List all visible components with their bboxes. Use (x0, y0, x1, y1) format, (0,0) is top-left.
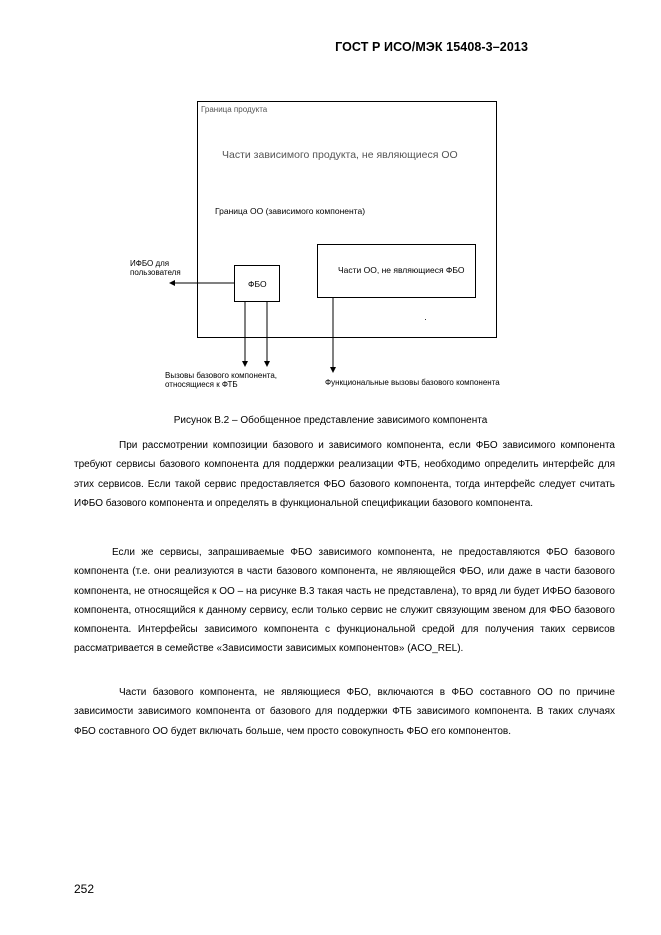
figure-dot (425, 319, 426, 320)
paragraph-2-text: Если же сервисы, запрашиваемые ФБО зависимого компонента, не предоставляются ФБО базового компонента (т.е. они реализуются в части базового компонента, не являющейся ФБО, или даже в части базового компонента, не относящейся к ОО – на рисунке В.3 такая часть не представлена), то вряд ли будет ИФБО базового компонента, относящийся к данному сервису, если только сервис не служит связующим звеном для ФБО базового компонента. Интерфейсы зависимого компонента с функциональной средой для получения таких сервисов рассматривается в семействе «Зависимости зависимых компонентов» (ACO_REL). (74, 547, 615, 655)
functional-calls-label: Функциональные вызовы базового компонента (325, 378, 500, 387)
paragraph-3-text: Части базового компонента, не являющиеся ФБО, включаются в ФБО составного ОО по причине зависимости зависимого компонента от базового для поддержки ФТБ зависимого компонента. В таких случаях ФБО составного ОО будет включать больше, чем просто совокупность ФБО его компонентов. (74, 687, 615, 737)
toe-boundary-label: Граница ОО (зависимого компонента) (215, 206, 366, 216)
tsfi-user-label-2: пользователя (130, 268, 181, 277)
base-calls-label-2: относящиеся к ФТБ (165, 380, 238, 389)
product-boundary-box (198, 102, 497, 338)
tsf-label: ФБО (248, 279, 267, 289)
non-toe-parts-label: Части ОО, не являющиеся ФБО (338, 265, 465, 275)
paragraph-1-text: При рассмотрении композиции базового и зависимого компонента, если ФБО зависимого компонента требуют сервисы базового компонента для поддержки реализации ФТБ, необходимо определить интерфейс для этих сервисов. Если такой сервис предоставляется ФБО базового компонента, тогда интерфейс следует считать ИФБО базового компонента и определять в функциональной спецификации базового компонента. (74, 440, 615, 509)
product-boundary-label: Граница продукта (201, 105, 268, 114)
dependent-component-figure (0, 0, 661, 400)
figure-caption: Рисунок В.2 – Обобщенное представление зависимого компонента (173, 415, 488, 426)
base-calls-label-1: Вызовы базового компонента, (165, 371, 277, 380)
standard-header: ГОСТ Р ИСО/МЭК 15408-3–2013 (335, 40, 528, 54)
figure-diagram (0, 0, 661, 400)
page-number: 252 (74, 882, 95, 896)
tsfi-user-label-1: ИФБО для (130, 259, 170, 268)
dependent-parts-label: Части зависимого продукта, не являющиеся ОО (222, 149, 458, 161)
